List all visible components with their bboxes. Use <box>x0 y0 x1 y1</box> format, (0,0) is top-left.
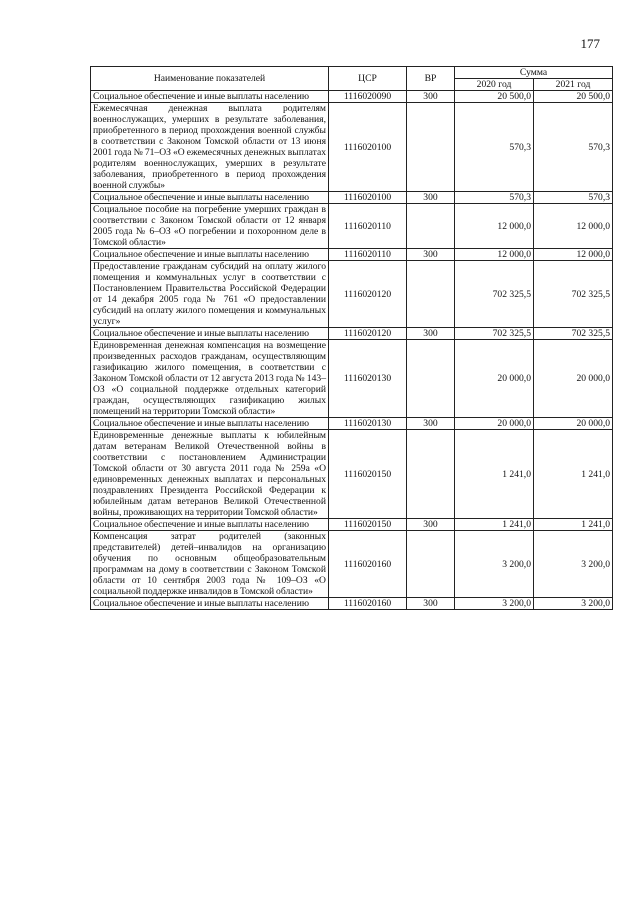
row-vr <box>407 261 455 328</box>
row-name: Единовременные денежные выплаты к юбилейным датам ветеранам Великой Отечественной войны в соответствии с постановлением Администрации Томской области от 30 августа 2011 года № 259а «О единовременных денежных выплатах и персональных поздравлениях Президента Российской Федерации к юбилейным датам ветеранов Великой Отечественной войны, проживающих на территории Томской области» <box>91 430 329 519</box>
row-amount-2021: 20 000,0 <box>534 418 613 430</box>
table-row <box>91 204 613 249</box>
table-row <box>91 249 613 261</box>
row-csr: 1116020160 <box>329 531 407 598</box>
row-csr: 1116020160 <box>329 598 407 610</box>
row-vr: 300 <box>407 598 455 610</box>
row-amount-2021: 570,3 <box>534 103 613 192</box>
row-csr: 1116020150 <box>329 519 407 531</box>
row-csr: 1116020130 <box>329 340 407 418</box>
budget-table <box>90 66 613 610</box>
row-name: Социальное обеспечение и иные выплаты населению <box>91 249 329 261</box>
row-name: Социальное обеспечение и иные выплаты населению <box>91 598 329 610</box>
row-amount-2021: 570,3 <box>534 192 613 204</box>
row-name: Социальное обеспечение и иные выплаты населению <box>91 91 329 103</box>
row-vr: 300 <box>407 249 455 261</box>
table-row <box>91 418 613 430</box>
row-amount-2021: 1 241,0 <box>534 430 613 519</box>
row-name: Социальное обеспечение и иные выплаты населению <box>91 192 329 204</box>
row-csr: 1116020150 <box>329 430 407 519</box>
row-csr: 1116020110 <box>329 249 407 261</box>
row-name: Предоставление гражданам субсидий на оплату жилого помещения и коммунальных услуг в соответствии с Постановлением Правительства Российской Федерации от 14 декабря 2005 года № 761 «О предоставлении субсидий на оплату жилого помещения и коммунальных услуг» <box>91 261 329 328</box>
header-year-2020: 2020 год <box>455 79 534 91</box>
row-amount-2020: 702 325,5 <box>455 261 534 328</box>
row-amount-2020: 570,3 <box>455 103 534 192</box>
row-name: Единовременная денежная компенсация на возмещение произведенных расходов гражданам, осуществляющим газификацию жилого помещения, в соответствии с Законом Томской области от 12 августа 2013 года № 143–ОЗ «О социальной поддержке отдельных категорий граждан, осуществляющих газификацию жилых помещений на территории Томской области» <box>91 340 329 418</box>
row-amount-2021: 20 000,0 <box>534 340 613 418</box>
row-vr: 300 <box>407 519 455 531</box>
table-row <box>91 430 613 519</box>
header-csr: ЦСР <box>329 67 407 91</box>
row-csr: 1116020100 <box>329 103 407 192</box>
row-amount-2021: 702 325,5 <box>534 328 613 340</box>
row-csr: 1116020110 <box>329 204 407 249</box>
row-amount-2020: 570,3 <box>455 192 534 204</box>
header-sum: Сумма <box>455 67 613 79</box>
row-csr: 1116020100 <box>329 192 407 204</box>
row-amount-2021: 3 200,0 <box>534 598 613 610</box>
row-name: Социальное обеспечение и иные выплаты населению <box>91 418 329 430</box>
table-row <box>91 103 613 192</box>
table-row <box>91 519 613 531</box>
row-name: Компенсация затрат родителей (законных представителей) детей–инвалидов на организацию обучения по основным общеобразовательным программам на дому в соответствии с Законом Томской области от 10 сентября 2003 года № 109–ОЗ «О социальной поддержке инвалидов в Томской области» <box>91 531 329 598</box>
row-amount-2021: 3 200,0 <box>534 531 613 598</box>
table-body <box>91 91 613 610</box>
row-vr <box>407 430 455 519</box>
table-row <box>91 192 613 204</box>
row-csr: 1116020120 <box>329 328 407 340</box>
header-name: Наименование показателей <box>91 67 329 91</box>
row-name: Социальное пособие на погребение умерших граждан в соответствии с Законом Томской области от 12 января 2005 года № 6–ОЗ «О погребении и похоронном деле в Томской области» <box>91 204 329 249</box>
row-csr: 1116020090 <box>329 91 407 103</box>
row-amount-2020: 20 000,0 <box>455 340 534 418</box>
row-vr <box>407 340 455 418</box>
row-amount-2020: 702 325,5 <box>455 328 534 340</box>
row-name: Ежемесячная денежная выплата родителям военнослужащих, умерших в результате заболевания, приобретенного в период прохождения военной службы в соответствии с Законом Томской области от 13 июня 2001 года № 71–ОЗ «О ежемесячных денежных выплатах родителям военнослужащих, умерших в результате заболевания, приобретенного в период прохождения военной службы» <box>91 103 329 192</box>
row-amount-2021: 702 325,5 <box>534 261 613 328</box>
row-name: Социальное обеспечение и иные выплаты населению <box>91 519 329 531</box>
row-vr <box>407 531 455 598</box>
row-amount-2021: 20 500,0 <box>534 91 613 103</box>
row-vr: 300 <box>407 418 455 430</box>
row-amount-2020: 1 241,0 <box>455 519 534 531</box>
header-year-2021: 2021 год <box>534 79 613 91</box>
row-amount-2020: 20 000,0 <box>455 418 534 430</box>
row-name: Социальное обеспечение и иные выплаты населению <box>91 328 329 340</box>
row-amount-2021: 1 241,0 <box>534 519 613 531</box>
table-row <box>91 340 613 418</box>
row-vr: 300 <box>407 192 455 204</box>
page-number: 177 <box>580 36 600 51</box>
table-row <box>91 328 613 340</box>
table-row <box>91 261 613 328</box>
row-amount-2020: 3 200,0 <box>455 531 534 598</box>
table-row <box>91 91 613 103</box>
header-vr: ВР <box>407 67 455 91</box>
row-amount-2021: 12 000,0 <box>534 204 613 249</box>
row-csr: 1116020130 <box>329 418 407 430</box>
table-row <box>91 531 613 598</box>
row-vr <box>407 204 455 249</box>
table-row <box>91 598 613 610</box>
row-vr <box>407 103 455 192</box>
row-amount-2020: 1 241,0 <box>455 430 534 519</box>
row-vr: 300 <box>407 328 455 340</box>
table-header <box>91 67 613 91</box>
row-amount-2021: 12 000,0 <box>534 249 613 261</box>
row-amount-2020: 12 000,0 <box>455 249 534 261</box>
row-csr: 1116020120 <box>329 261 407 328</box>
row-vr: 300 <box>407 91 455 103</box>
row-amount-2020: 20 500,0 <box>455 91 534 103</box>
row-amount-2020: 3 200,0 <box>455 598 534 610</box>
row-amount-2020: 12 000,0 <box>455 204 534 249</box>
